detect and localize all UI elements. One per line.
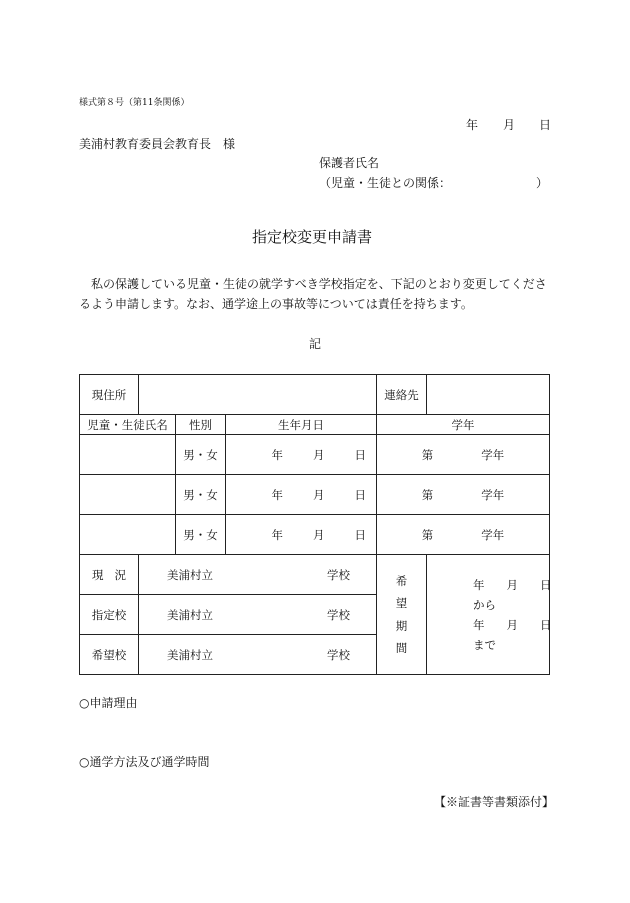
student-name-field[interactable] — [80, 435, 176, 475]
period-char: 期 — [395, 618, 408, 633]
period-from-year: 年 — [473, 577, 485, 592]
village-prefix: 美浦村立 — [167, 607, 213, 622]
period-from-month: 月 — [506, 577, 519, 592]
grade-field[interactable] — [377, 515, 550, 555]
village-prefix: 美浦村立 — [167, 567, 213, 582]
birth-year: 年 — [271, 447, 284, 462]
grade-suffix: 学年 — [481, 527, 505, 542]
student-row — [80, 515, 550, 555]
birth-year: 年 — [271, 527, 284, 542]
current-label-char-1: 現 — [92, 567, 104, 582]
period-to-month: 月 — [506, 617, 519, 632]
commute-heading: ○通学方法及び通学時間 — [79, 755, 210, 769]
grade-prefix: 第 — [421, 447, 434, 462]
col-grade-header: 学年 — [377, 415, 550, 435]
student-row — [80, 435, 550, 475]
grade-suffix: 学年 — [481, 487, 505, 502]
period-char: 望 — [395, 596, 408, 611]
desired-school-label: 希望校 — [80, 635, 139, 675]
gender-field[interactable]: 男・女 — [176, 515, 226, 555]
relation-label: （児童・生徒との関係： — [319, 176, 452, 190]
contact-label: 連絡先 — [377, 375, 427, 415]
grade-suffix: 学年 — [481, 447, 505, 462]
form-number: 様式第８号（第11条関係） — [79, 98, 190, 108]
period-field[interactable] — [427, 555, 550, 675]
school-suffix: 学校 — [327, 647, 351, 662]
application-form-table — [79, 374, 550, 675]
date-day: 日 — [539, 118, 552, 132]
reason-heading: ○申請理由 — [79, 696, 138, 710]
period-from-day: 日 — [540, 577, 552, 592]
period-to-day: 日 — [540, 617, 552, 632]
date-year: 年 — [466, 118, 479, 132]
body-line-1: 私の保護している児童・生徒の就学すべき学校指定を、下記のとおり変更してくださ — [91, 277, 547, 291]
date-month: 月 — [503, 118, 516, 132]
period-to-text: まで — [473, 637, 497, 652]
student-header-row — [80, 415, 550, 435]
birth-month: 月 — [313, 487, 325, 502]
birth-day: 日 — [354, 487, 367, 502]
birth-date-field[interactable] — [226, 435, 377, 475]
grade-field[interactable] — [377, 435, 550, 475]
designated-school-field[interactable] — [139, 595, 377, 635]
address-row — [80, 375, 550, 415]
ki-mark: 記 — [309, 337, 322, 351]
birth-day: 日 — [354, 447, 367, 462]
col-gender-header: 性別 — [176, 415, 226, 435]
birth-year: 年 — [271, 487, 284, 502]
current-label-char-2: 況 — [114, 567, 126, 582]
guardian-name-label: 保護者氏名 — [319, 156, 380, 170]
designated-school-label: 指定校 — [80, 595, 139, 635]
current-status-label — [80, 555, 139, 595]
period-char: 間 — [395, 641, 408, 656]
period-from-text: から — [473, 597, 497, 612]
address-field[interactable] — [139, 375, 377, 415]
contact-field[interactable] — [427, 375, 550, 415]
relation-close: ） — [536, 176, 549, 190]
col-name-header: 児童・生徒氏名 — [80, 415, 176, 435]
period-char: 希 — [395, 573, 408, 588]
addressee: 美浦村教育委員会教育長 様 — [79, 137, 236, 151]
period-to-year: 年 — [473, 617, 485, 632]
desired-school-field[interactable] — [139, 635, 377, 675]
gender-field[interactable]: 男・女 — [176, 475, 226, 515]
birth-date-field[interactable] — [226, 515, 377, 555]
school-suffix: 学校 — [327, 567, 351, 582]
gender-field[interactable]: 男・女 — [176, 435, 226, 475]
current-school-field[interactable] — [139, 555, 377, 595]
school-suffix: 学校 — [327, 607, 351, 622]
grade-prefix: 第 — [421, 527, 434, 542]
student-name-field[interactable] — [80, 475, 176, 515]
address-label: 現住所 — [80, 375, 139, 415]
period-label — [377, 555, 427, 675]
student-name-field[interactable] — [80, 515, 176, 555]
current-school-row — [80, 555, 550, 595]
col-birth-header: 生年月日 — [226, 415, 377, 435]
birth-month: 月 — [313, 447, 325, 462]
document-title: 指定校変更申請書 — [252, 228, 373, 246]
birth-month: 月 — [313, 527, 325, 542]
grade-prefix: 第 — [421, 487, 434, 502]
grade-field[interactable] — [377, 475, 550, 515]
birth-day: 日 — [354, 527, 367, 542]
village-prefix: 美浦村立 — [167, 647, 213, 662]
birth-date-field[interactable] — [226, 475, 377, 515]
attachment-note: 【※証書等書類添付】 — [434, 795, 555, 809]
student-row — [80, 475, 550, 515]
body-line-2: るよう申請します。なお、通学途上の事故等については責任を持ちます。 — [79, 297, 473, 311]
